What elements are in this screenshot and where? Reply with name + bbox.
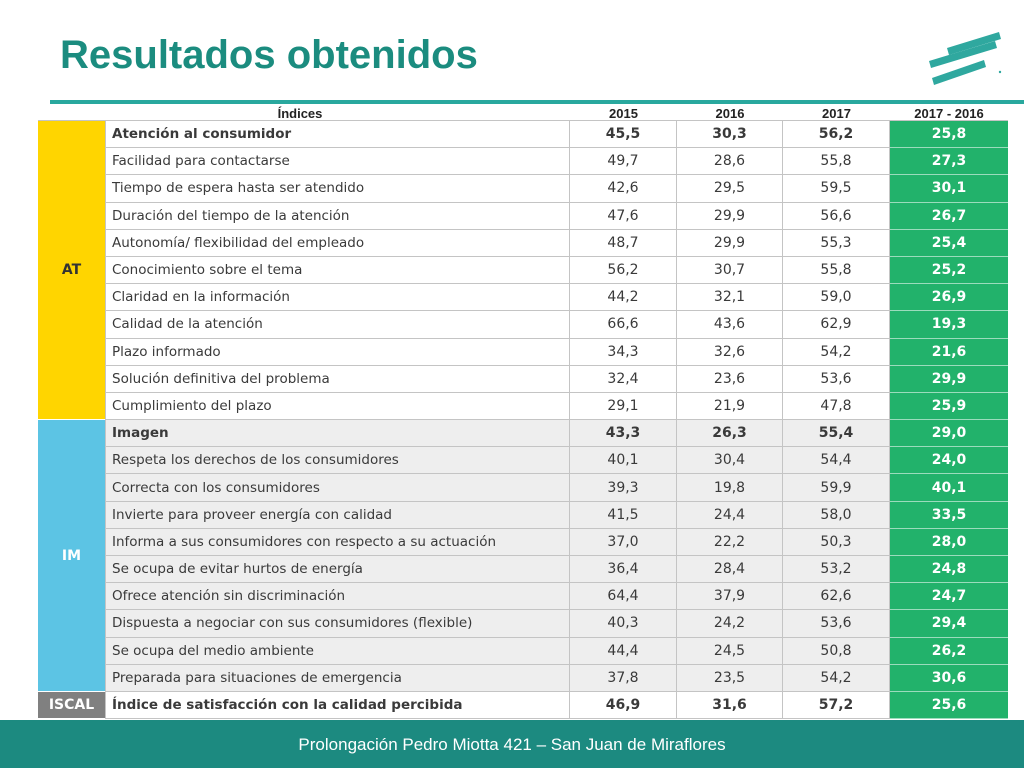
value-2017: 56,2 <box>783 121 890 148</box>
index-name: Se ocupa del medio ambiente <box>105 638 570 665</box>
index-name: Índice de satisfacción con la calidad percibida <box>105 692 570 719</box>
index-name: Imagen <box>105 420 570 447</box>
index-name: Informa a sus consumidores con respecto a su actuación <box>105 529 570 556</box>
value-2017: 59,5 <box>783 175 890 202</box>
header-2017-minus-2016: 2017 - 2016 <box>914 106 984 121</box>
value-2017-minus-2016: 29,9 <box>890 366 1008 393</box>
value-2015: 42,6 <box>570 175 677 202</box>
header-indices: Índices <box>277 106 323 121</box>
value-2015: 34,3 <box>570 339 677 366</box>
value-2015: 41,5 <box>570 502 677 529</box>
index-name: Correcta con los consumidores <box>105 474 570 501</box>
value-2015: 66,6 <box>570 311 677 338</box>
value-2017: 55,8 <box>783 257 890 284</box>
value-2015: 37,0 <box>570 529 677 556</box>
value-2017-minus-2016: 24,8 <box>890 556 1008 583</box>
value-2017: 54,4 <box>783 447 890 474</box>
value-2015: 44,4 <box>570 638 677 665</box>
index-name: Conocimiento sobre el tema <box>105 257 570 284</box>
value-2016: 37,9 <box>677 583 783 610</box>
value-2017-minus-2016: 25,4 <box>890 230 1008 257</box>
value-2016: 26,3 <box>677 420 783 447</box>
value-2015: 44,2 <box>570 284 677 311</box>
value-2017: 59,9 <box>783 474 890 501</box>
value-2017-minus-2016: 26,2 <box>890 638 1008 665</box>
index-name: Facilidad para contactarse <box>105 148 570 175</box>
value-2016: 21,9 <box>677 393 783 420</box>
header-2016: 2016 <box>715 106 745 121</box>
value-2017-minus-2016: 24,7 <box>890 583 1008 610</box>
footer-bar <box>0 720 1024 768</box>
index-name: Plazo informado <box>105 339 570 366</box>
value-2017-minus-2016: 21,6 <box>890 339 1008 366</box>
value-2015: 37,8 <box>570 665 677 692</box>
value-2017-minus-2016: 26,7 <box>890 203 1008 230</box>
value-2015: 46,9 <box>570 692 677 719</box>
value-2017: 53,2 <box>783 556 890 583</box>
index-name: Cumplimiento del plazo <box>105 393 570 420</box>
value-2017-minus-2016: 30,6 <box>890 665 1008 692</box>
index-name: Tiempo de espera hasta ser atendido <box>105 175 570 202</box>
value-2016: 32,6 <box>677 339 783 366</box>
value-2017: 50,3 <box>783 529 890 556</box>
value-2016: 31,6 <box>677 692 783 719</box>
value-2016: 30,7 <box>677 257 783 284</box>
header-2017: 2017 <box>822 106 851 121</box>
value-2017-minus-2016: 40,1 <box>890 474 1008 501</box>
value-2017: 47,8 <box>783 393 890 420</box>
diagonal-stripes-logo-icon <box>920 25 1010 87</box>
group-iscal <box>38 692 105 719</box>
value-2016: 22,2 <box>677 529 783 556</box>
value-2016: 30,3 <box>677 121 783 148</box>
footer-address: Prolongación Pedro Miotta 421 – San Juan de Miraflores <box>298 735 726 754</box>
value-2017-minus-2016: 25,6 <box>890 692 1008 719</box>
value-2015: 56,2 <box>570 257 677 284</box>
header-2015: 2015 <box>609 106 638 121</box>
index-name: Dispuesta a negociar con sus consumidores (flexible) <box>105 610 570 637</box>
value-2017: 62,6 <box>783 583 890 610</box>
value-2017-minus-2016: 25,9 <box>890 393 1008 420</box>
value-2017-minus-2016: 26,9 <box>890 284 1008 311</box>
value-2017: 56,6 <box>783 203 890 230</box>
value-2016: 24,4 <box>677 502 783 529</box>
value-2015: 43,3 <box>570 420 677 447</box>
value-2016: 29,5 <box>677 175 783 202</box>
value-2016: 29,9 <box>677 203 783 230</box>
value-2016: 23,6 <box>677 366 783 393</box>
index-name: Preparada para situaciones de emergencia <box>105 665 570 692</box>
value-2015: 29,1 <box>570 393 677 420</box>
value-2016: 32,1 <box>677 284 783 311</box>
value-2017: 55,3 <box>783 230 890 257</box>
group-label: IM <box>61 547 82 564</box>
value-2017-minus-2016: 25,8 <box>890 121 1008 148</box>
index-name: Atención al consumidor <box>105 121 570 148</box>
index-name: Respeta los derechos de los consumidores <box>105 447 570 474</box>
value-2016: 28,6 <box>677 148 783 175</box>
value-2015: 40,3 <box>570 610 677 637</box>
index-name: Calidad de la atención <box>105 311 570 338</box>
value-2015: 47,6 <box>570 203 677 230</box>
value-2016: 24,2 <box>677 610 783 637</box>
value-2017-minus-2016: 19,3 <box>890 311 1008 338</box>
index-name: Ofrece atención sin discriminación <box>105 583 570 610</box>
value-2016: 29,9 <box>677 230 783 257</box>
value-2017-minus-2016: 30,1 <box>890 175 1008 202</box>
value-2017-minus-2016: 25,2 <box>890 257 1008 284</box>
value-2017: 59,0 <box>783 284 890 311</box>
index-name: Duración del tiempo de la atención <box>105 203 570 230</box>
value-2015: 64,4 <box>570 583 677 610</box>
value-2016: 28,4 <box>677 556 783 583</box>
value-2017-minus-2016: 33,5 <box>890 502 1008 529</box>
value-2016: 30,4 <box>677 447 783 474</box>
value-2015: 32,4 <box>570 366 677 393</box>
value-2017-minus-2016: 29,4 <box>890 610 1008 637</box>
index-name: Invierte para proveer energía con calidad <box>105 502 570 529</box>
value-2016: 23,5 <box>677 665 783 692</box>
value-2017-minus-2016: 28,0 <box>890 529 1008 556</box>
value-2015: 48,7 <box>570 230 677 257</box>
results-table <box>38 120 1008 719</box>
value-2016: 43,6 <box>677 311 783 338</box>
value-2017: 58,0 <box>783 502 890 529</box>
value-2017-minus-2016: 27,3 <box>890 148 1008 175</box>
index-name: Claridad en la información <box>105 284 570 311</box>
value-2015: 40,1 <box>570 447 677 474</box>
value-2017-minus-2016: 24,0 <box>890 447 1008 474</box>
group-im <box>38 420 105 692</box>
value-2017: 55,4 <box>783 420 890 447</box>
group-label: AT <box>61 262 82 279</box>
value-2016: 24,5 <box>677 638 783 665</box>
group-at <box>38 121 105 420</box>
value-2015: 36,4 <box>570 556 677 583</box>
value-2016: 19,8 <box>677 474 783 501</box>
value-2017: 53,6 <box>783 610 890 637</box>
value-2015: 39,3 <box>570 474 677 501</box>
index-name: Autonomía/ flexibilidad del empleado <box>105 230 570 257</box>
slide-title: Resultados obtenidos <box>60 33 478 77</box>
value-2017: 57,2 <box>783 692 890 719</box>
title-divider <box>50 100 1024 104</box>
value-2015: 45,5 <box>570 121 677 148</box>
index-name: Solución definitiva del problema <box>105 366 570 393</box>
value-2017: 54,2 <box>783 665 890 692</box>
value-2017: 50,8 <box>783 638 890 665</box>
value-2017: 62,9 <box>783 311 890 338</box>
value-2017-minus-2016: 29,0 <box>890 420 1008 447</box>
value-2017: 53,6 <box>783 366 890 393</box>
value-2015: 49,7 <box>570 148 677 175</box>
index-name: Se ocupa de evitar hurtos de energía <box>105 556 570 583</box>
value-2017: 54,2 <box>783 339 890 366</box>
value-2017: 55,8 <box>783 148 890 175</box>
group-label: ISCAL <box>48 697 95 714</box>
